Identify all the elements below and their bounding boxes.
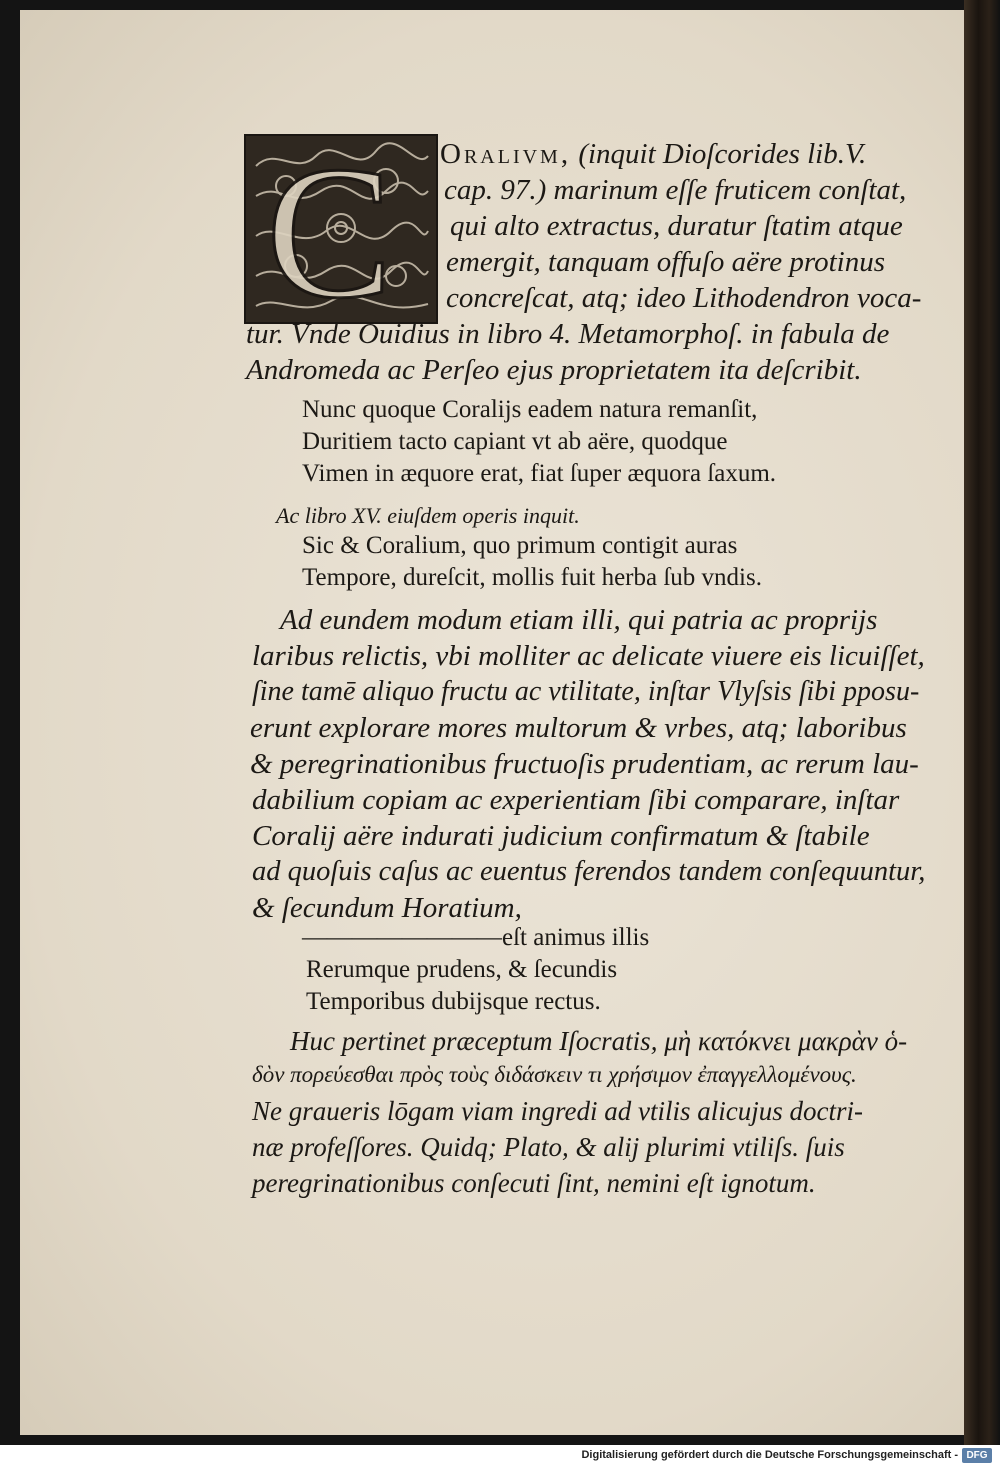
para2-line-5: & peregrinationibus fructuoſis prudentiam, ac rerum lau- — [250, 748, 919, 780]
para3-line-1: Huc pertinet præceptum Iſocratis, μὴ κατόκνει μακρὰν ὁ- — [290, 1026, 908, 1056]
verse2-line-2: Tempore, dureſcit, mollis fuit herba ſub vndis. — [302, 564, 762, 591]
verse3-line-1: ————————eſt animus illis — [302, 924, 650, 951]
text-line-4: emergit, tanquam offuſo aëre protinus — [446, 246, 885, 278]
verse1-line-3: Vimen in æquore erat, fiat ſuper æquora ſaxum. — [302, 460, 777, 487]
para3-line-4: næ profeſſores. Quidq; Plato, & alij plurimi vtiliſs. ſuis — [252, 1132, 845, 1162]
verse3-line-3: Temporibus dubijsque rectus. — [306, 988, 601, 1015]
para2-line-8: ad quoſuis caſus ac euentus ferendos tandem conſequuntur, — [252, 856, 926, 887]
book-spine — [964, 0, 1000, 1445]
verse1-line-1: Nunc quoque Coralijs eadem natura remanſit, — [302, 396, 758, 423]
para2-line-4: erunt explorare mores multorum & vrbes, atq; laboribus — [250, 712, 907, 744]
decorated-initial — [244, 134, 438, 324]
intro-line: Ac libro XV. eiuſdem operis inquit. — [276, 503, 580, 528]
opening-word: Oralivm, — [440, 138, 572, 170]
initial-letter: C — [266, 136, 393, 322]
para2-line-2: laribus relictis, vbi molliter ac delicate viuere eis licuiſſet, — [252, 640, 925, 672]
para3-line-5: peregrinationibus conſecuti ſint, nemini eſt ignotum. — [252, 1168, 816, 1198]
text-line-1 — [440, 138, 866, 171]
para2-line-7: Coralij aëre indurati judicium confirmatum & ſtabile — [252, 820, 870, 852]
dfg-logo-icon: DFG — [962, 1448, 992, 1463]
text-line-5: concreſcat, atq; ideo Lithodendron voca- — [446, 282, 922, 314]
ornament-icon — [246, 136, 436, 322]
para3-line-3: Ne graueris lōgam viam ingredi ad vtilis alicujus doctri- — [252, 1096, 863, 1126]
verse2-line-1: Sic & Coralium, quo primum contigit auras — [302, 532, 738, 559]
para2-line-9: & ſecundum Horatium, — [252, 892, 522, 924]
para3-line-2: δὸν πορεύεσθαι πρὸς τοὺς διδάσκειν τι χρήσιμον ἐπαγγελλομένους. — [252, 1062, 857, 1087]
footer-credit: Digitalisierung gefördert durch die Deutsche Forschungsgemeinschaft - — [581, 1449, 958, 1461]
text-line-3: qui alto extractus, duratur ſtatim atque — [450, 210, 903, 242]
para2-line-3: ſine tamē aliquo fructu ac vtilitate, inſtar Vlyſsis ſibi pposu- — [252, 676, 920, 707]
verse1-line-2: Duritiem tacto capiant vt ab aëre, quodque — [302, 428, 728, 455]
text-line-7: Andromeda ac Perſeo ejus proprietatem ita deſcribit. — [246, 354, 862, 386]
verse3-line-2: Rerumque prudens, & ſecundis — [306, 956, 618, 983]
para2-line-6: dabilium copiam ac experientiam ſibi comparare, inſtar — [252, 784, 900, 816]
text-line-2: cap. 97.) marinum eſſe fruticem conſtat, — [444, 174, 907, 206]
text-line-6: tur. Vnde Ouidius in libro 4. Metamorphoſ. in fabula de — [246, 318, 890, 350]
para2-line-1: Ad eundem modum etiam illi, qui patria ac proprijs — [280, 604, 878, 636]
text-line-1-content: (inquit Dioſcorides lib.V. — [578, 138, 867, 170]
